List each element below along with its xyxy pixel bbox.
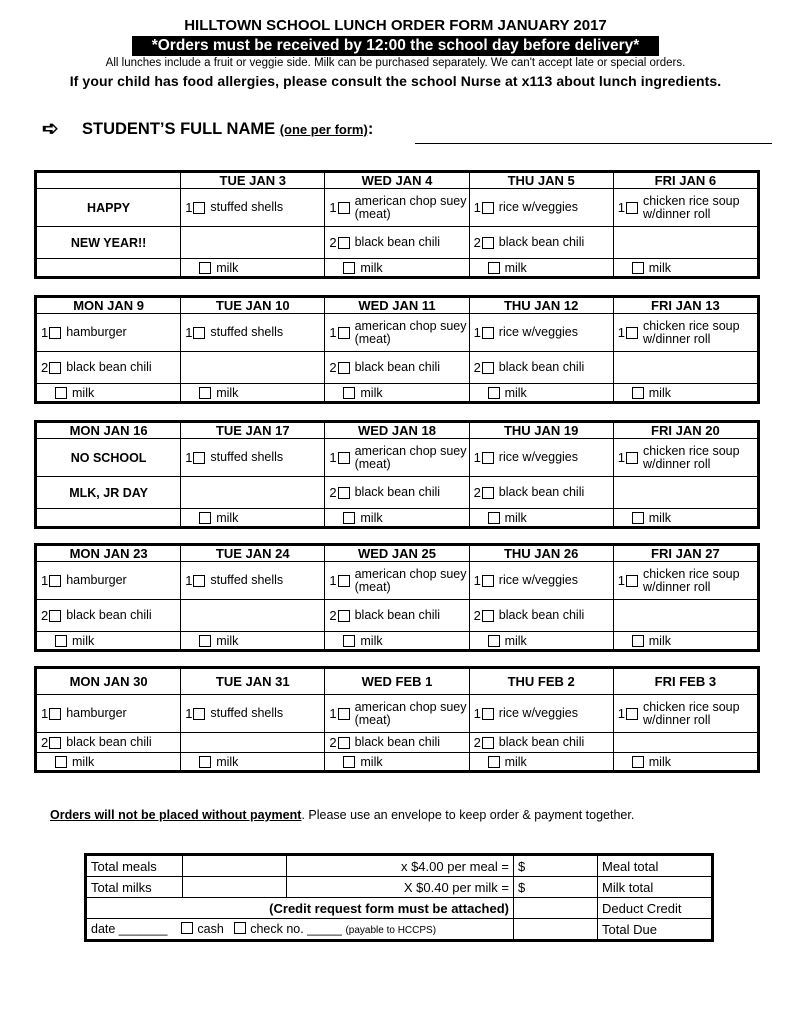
checkbox[interactable] [49,737,61,749]
checkbox[interactable] [55,635,67,647]
checkbox[interactable] [193,202,205,214]
checkbox[interactable] [632,387,644,399]
check-label[interactable]: check no. _____ [250,922,342,936]
checkbox[interactable] [338,610,350,622]
checkbox[interactable] [343,756,355,768]
checkbox[interactable] [482,452,494,464]
total-due-label: Total Due [598,919,712,940]
milk-option[interactable]: milk [181,511,324,525]
checkbox[interactable] [49,327,61,339]
checkbox[interactable] [482,575,494,587]
monday-note: NO SCHOOL [37,439,181,477]
checkbox[interactable] [482,237,494,249]
milk-option[interactable]: milk [470,634,613,648]
day-header: TUE JAN 17 [181,423,325,439]
menu-option-chili[interactable]: 2 black bean chili [329,360,441,375]
milk-option[interactable]: milk [614,634,757,648]
menu-option-chili[interactable]: 2 black bean chili [329,735,441,750]
day-header: WED JAN 18 [325,423,469,439]
menu-option-chili[interactable]: 2 black bean chili [473,235,585,250]
meal-total-label: Meal total [598,856,712,877]
menu-option-soup[interactable]: 1 chicken rice soup w/dinner roll [617,699,740,727]
student-name-label: STUDENT’S FULL NAME (one per form): [82,120,374,138]
checkbox[interactable] [488,635,500,647]
total-milks-label: Total milks [87,877,183,898]
day-header [37,173,181,189]
checkbox[interactable] [482,610,494,622]
checkbox[interactable] [343,387,355,399]
menu-option-chop-suey[interactable]: 1 american chop suey (meat) [329,566,467,594]
checkbox[interactable] [482,362,494,374]
checkbox[interactable] [338,575,350,587]
date-field[interactable]: date _______ [91,922,168,936]
menu-option-hamburger[interactable]: 1 hamburger [41,573,127,588]
milk-option[interactable]: milk [181,261,324,275]
checkbox[interactable] [193,575,205,587]
day-header: MON JAN 23 [37,546,181,562]
checkbox[interactable] [632,635,644,647]
checkbox[interactable] [199,635,211,647]
empty-cell [181,600,325,632]
total-milks-field[interactable] [183,877,287,898]
milk-option[interactable]: milk [470,386,613,400]
menu-option-stuffed-shells[interactable]: 1 stuffed shells [185,450,284,465]
day-header: THU JAN 26 [469,546,613,562]
menu-option-chop-suey[interactable]: 1 american chop suey (meat) [329,318,467,346]
milk-option[interactable]: milk [325,386,468,400]
day-header: FRI JAN 20 [613,423,757,439]
milk-option[interactable]: milk [325,634,468,648]
milk-option[interactable]: milk [37,755,180,769]
menu-option-stuffed-shells[interactable]: 1 stuffed shells [185,573,284,588]
credit-note: (Credit request form must be attached) [87,898,514,919]
menu-option-hamburger[interactable]: 1 hamburger [41,325,127,340]
empty-cell [181,477,325,509]
arrow-icon: ➪ [42,118,59,140]
day-header: MON JAN 9 [37,298,181,314]
menu-option-chop-suey[interactable]: 1 american chop suey (meat) [329,699,467,727]
form-title: HILLTOWN SCHOOL LUNCH ORDER FORM JANUARY 2017 [184,17,607,34]
checkbox[interactable] [488,512,500,524]
week-table [34,666,760,773]
day-header: MON JAN 16 [37,423,181,439]
menu-option-soup[interactable]: 1 chicken rice soup w/dinner roll [617,318,740,346]
checkbox[interactable] [626,327,638,339]
day-header: WED JAN 4 [325,173,469,189]
week-table [34,170,760,279]
day-header: WED JAN 11 [325,298,469,314]
lunch-note: All lunches include a fruit or veggie side. Milk can be purchased separately. We can't accept late or special orders. [105,57,686,69]
deduct-credit-label: Deduct Credit [598,898,712,919]
empty-cell [181,733,325,753]
empty-cell [613,352,757,384]
checkbox[interactable] [626,575,638,587]
total-meals-field[interactable] [183,856,287,877]
menu-option-chili[interactable]: 2 black bean chili [41,735,152,750]
milk-option[interactable]: milk [614,386,757,400]
totals-table [84,853,714,942]
menu-option-rice[interactable]: 1 rice w/veggies [473,450,578,465]
day-header: FRI JAN 27 [613,546,757,562]
week-table [34,295,760,404]
empty-cell [37,509,181,527]
empty-cell [181,352,325,384]
deadline-banner: *Orders must be received by 12:00 the school day before delivery* [132,36,659,56]
checkbox[interactable] [488,262,500,274]
checkbox[interactable] [343,635,355,647]
milk-option[interactable]: milk [325,511,468,525]
monday-note: NEW YEAR!! [37,227,181,259]
payment-note: Orders will not be placed without payment. Please use an envelope to keep order & payment together. [50,808,635,822]
day-header: WED FEB 1 [325,669,469,695]
deduct-credit-field[interactable] [514,898,598,919]
student-name-row [42,120,772,144]
checkbox[interactable] [338,202,350,214]
allergy-note: If your child has food allergies, please consult the school Nurse at x113 about lunch ingredients. [69,73,722,89]
checkbox[interactable] [193,327,205,339]
milk-total-field[interactable]: $ [514,877,598,898]
day-header: THU JAN 19 [469,423,613,439]
milk-option[interactable]: milk [325,261,468,275]
checkbox[interactable] [338,487,350,499]
checkbox[interactable] [338,327,350,339]
empty-cell [613,227,757,259]
checkbox[interactable] [49,575,61,587]
checkbox[interactable] [343,512,355,524]
checkbox[interactable] [193,708,205,720]
menu-option-chili[interactable]: 2 black bean chili [473,360,585,375]
day-header: FRI FEB 3 [613,669,757,695]
milk-option[interactable]: milk [181,386,324,400]
menu-option-chili[interactable]: 2 black bean chili [473,485,585,500]
day-header: WED JAN 25 [325,546,469,562]
meal-rate: x $4.00 per meal = [287,856,514,877]
meal-total-field[interactable]: $ [514,856,598,877]
checkbox[interactable] [338,362,350,374]
empty-cell [613,600,757,632]
total-due-field[interactable] [514,919,598,940]
checkbox[interactable] [482,327,494,339]
checkbox[interactable] [338,708,350,720]
checkbox[interactable] [55,387,67,399]
checkbox[interactable] [199,756,211,768]
menu-option-chop-suey[interactable]: 1 american chop suey (meat) [329,193,467,221]
checkbox[interactable] [482,708,494,720]
milk-option[interactable]: milk [470,511,613,525]
menu-option-stuffed-shells[interactable]: 1 stuffed shells [185,200,284,215]
milk-rate: X $0.40 per milk = [287,877,514,898]
day-header: MON JAN 30 [37,669,181,695]
day-header: THU JAN 5 [469,173,613,189]
milk-option[interactable]: milk [614,261,757,275]
milk-option[interactable]: milk [614,511,757,525]
menu-option-stuffed-shells[interactable]: 1 stuffed shells [185,706,284,721]
cash-label: cash [197,922,224,936]
empty-cell [613,477,757,509]
menu-option-soup[interactable]: 1 chicken rice soup w/dinner roll [617,193,740,221]
checkbox[interactable] [488,756,500,768]
menu-option-rice[interactable]: 1 rice w/veggies [473,706,578,721]
empty-cell [613,733,757,753]
milk-option[interactable]: milk [470,755,613,769]
check-checkbox[interactable] [234,922,246,934]
menu-option-chili[interactable]: 2 black bean chili [329,608,441,623]
week-table [34,543,760,652]
checkbox[interactable] [49,362,61,374]
checkbox[interactable] [626,202,638,214]
day-header: TUE JAN 10 [181,298,325,314]
checkbox[interactable] [343,262,355,274]
checkbox[interactable] [338,237,350,249]
menu-option-chili[interactable]: 2 black bean chili [329,235,441,250]
checkbox[interactable] [199,387,211,399]
milk-option[interactable]: milk [181,755,324,769]
student-name-field[interactable] [415,142,772,144]
checkbox[interactable] [626,708,638,720]
menu-option-soup[interactable]: 1 chicken rice soup w/dinner roll [617,566,740,594]
week-table [34,420,760,529]
menu-option-hamburger[interactable]: 1 hamburger [41,706,127,721]
checkbox[interactable] [338,452,350,464]
day-header: TUE JAN 31 [181,669,325,695]
day-header: TUE JAN 24 [181,546,325,562]
checkbox[interactable] [632,262,644,274]
checkbox[interactable] [482,737,494,749]
menu-option-chili[interactable]: 2 black bean chili [473,608,585,623]
checkbox[interactable] [632,512,644,524]
menu-option-rice[interactable]: 1 rice w/veggies [473,325,578,340]
menu-option-chili[interactable]: 2 black bean chili [41,608,152,623]
day-header: FRI JAN 13 [613,298,757,314]
milk-option[interactable]: milk [37,634,180,648]
monday-note: MLK, JR DAY [37,477,181,509]
menu-option-chili[interactable]: 2 black bean chili [473,735,585,750]
day-header: TUE JAN 3 [181,173,325,189]
checkbox[interactable] [482,202,494,214]
menu-option-soup[interactable]: 1 chicken rice soup w/dinner roll [617,443,740,471]
day-header: FRI JAN 6 [613,173,757,189]
checkbox[interactable] [55,756,67,768]
menu-option-chili[interactable]: 2 black bean chili [41,360,152,375]
checkbox[interactable] [482,487,494,499]
empty-cell [37,259,181,277]
checkbox[interactable] [193,452,205,464]
milk-option[interactable]: milk [37,386,180,400]
checkbox[interactable] [49,610,61,622]
menu-option-rice[interactable]: 1 rice w/veggies [473,200,578,215]
payable-note: (payable to HCCPS) [345,925,437,936]
checkbox[interactable] [199,262,211,274]
milk-option[interactable]: milk [181,634,324,648]
day-header: THU FEB 2 [469,669,613,695]
checkbox[interactable] [488,387,500,399]
menu-option-rice[interactable]: 1 rice w/veggies [473,573,578,588]
milk-option[interactable]: milk [470,261,613,275]
checkbox[interactable] [199,512,211,524]
menu-option-stuffed-shells[interactable]: 1 stuffed shells [185,325,284,340]
checkbox[interactable] [626,452,638,464]
menu-option-chili[interactable]: 2 black bean chili [329,485,441,500]
milk-option[interactable]: milk [614,755,757,769]
payment-method-row [87,919,514,940]
monday-note: HAPPY [37,189,181,227]
cash-checkbox[interactable] [181,922,193,934]
checkbox[interactable] [338,737,350,749]
checkbox[interactable] [49,708,61,720]
checkbox[interactable] [632,756,644,768]
empty-cell [181,227,325,259]
menu-option-chop-suey[interactable]: 1 american chop suey (meat) [329,443,467,471]
total-meals-label: Total meals [87,856,183,877]
day-header: THU JAN 12 [469,298,613,314]
milk-option[interactable]: milk [325,755,468,769]
milk-total-label: Milk total [598,877,712,898]
